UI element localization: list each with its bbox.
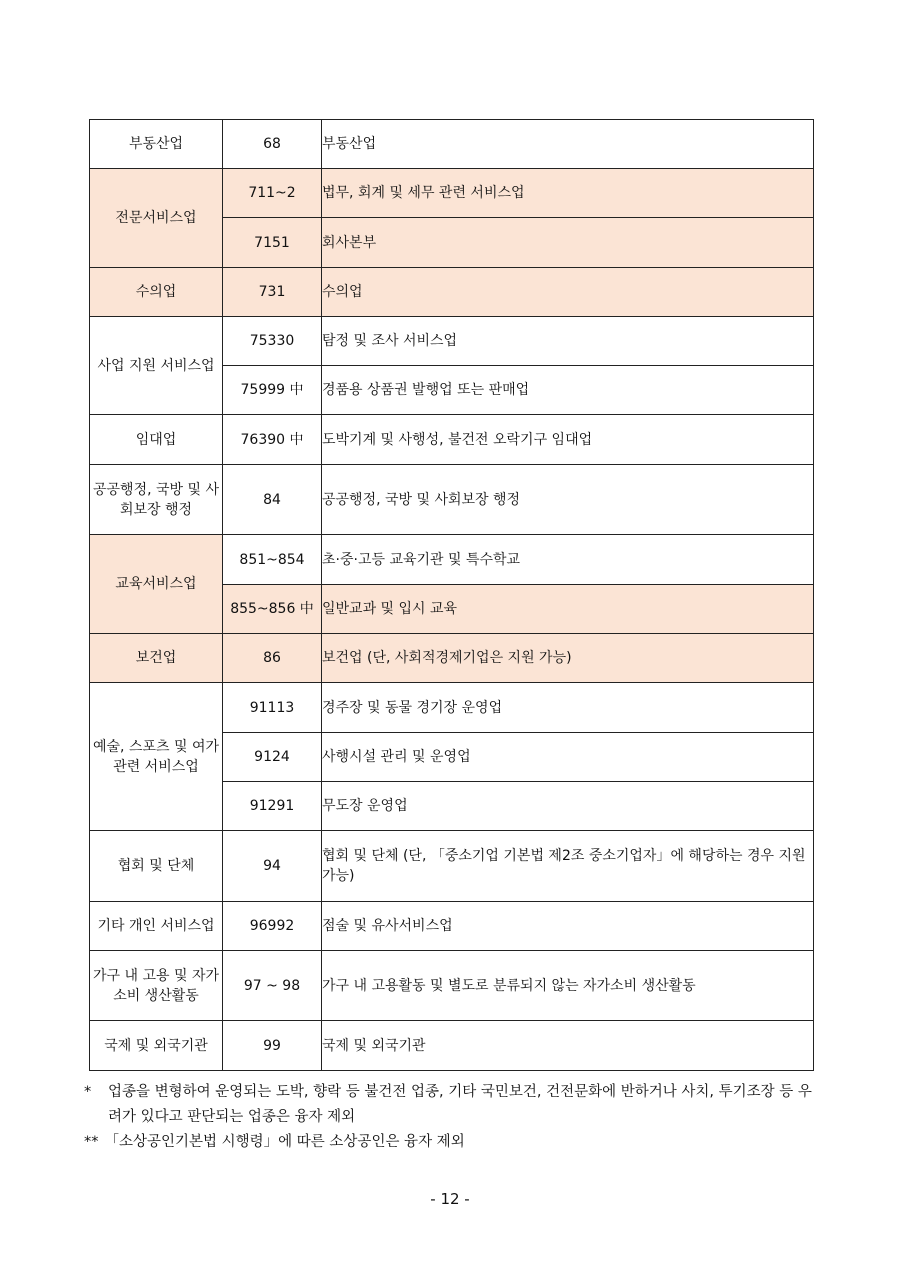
footnote: [84, 1080, 824, 1130]
code-cell: 711~2: [223, 169, 322, 218]
category-cell: 사업 지원 서비스업: [90, 317, 223, 415]
table-row: [90, 169, 814, 218]
table-row: [90, 120, 814, 169]
code-cell: 9124: [223, 733, 322, 782]
category-cell: 공공행정, 국방 및 사회보장 행정: [90, 465, 223, 535]
code-cell: 75999 中: [223, 366, 322, 415]
code-cell: 99: [223, 1021, 322, 1071]
description-cell: 보건업 (단, 사회적경제기업은 지원 가능): [322, 634, 814, 683]
footnote: [84, 1130, 824, 1155]
description-cell: 수의업: [322, 268, 814, 317]
code-cell: 94: [223, 831, 322, 902]
category-cell: 보건업: [90, 634, 223, 683]
table-row: [90, 465, 814, 535]
code-cell: 68: [223, 120, 322, 169]
description-cell: 일반교과 및 입시 교육: [322, 585, 814, 634]
code-cell: 855~856 中: [223, 585, 322, 634]
category-cell: 기타 개인 서비스업: [90, 902, 223, 951]
table-row: [90, 1021, 814, 1071]
code-cell: 7151: [223, 218, 322, 268]
code-cell: 97 ~ 98: [223, 951, 322, 1021]
code-cell: 84: [223, 465, 322, 535]
code-cell: 96992: [223, 902, 322, 951]
description-cell: 가구 내 고용활동 및 별도로 분류되지 않는 자가소비 생산활동: [322, 951, 814, 1021]
code-cell: 75330: [223, 317, 322, 366]
category-cell: 예술, 스포츠 및 여가관련 서비스업: [90, 683, 223, 831]
table-row: [90, 317, 814, 366]
category-cell: 전문서비스업: [90, 169, 223, 268]
footnote-mark: *: [84, 1084, 92, 1100]
code-cell: 731: [223, 268, 322, 317]
code-cell: 76390 中: [223, 415, 322, 465]
description-cell: 국제 및 외국기관: [322, 1021, 814, 1071]
table-row: [90, 902, 814, 951]
category-cell: 부동산업: [90, 120, 223, 169]
description-cell: 초·중·고등 교육기관 및 특수학교: [322, 535, 814, 585]
table-row: [90, 831, 814, 902]
description-cell: 회사본부: [322, 218, 814, 268]
category-cell: 협회 및 단체: [90, 831, 223, 902]
description-cell: 점술 및 유사서비스업: [322, 902, 814, 951]
description-cell: 공공행정, 국방 및 사회보장 행정: [322, 465, 814, 535]
description-cell: 부동산업: [322, 120, 814, 169]
footnotes: [84, 1080, 824, 1155]
footnote-mark: **: [84, 1134, 99, 1150]
category-cell: 가구 내 고용 및 자가소비 생산활동: [90, 951, 223, 1021]
description-cell: 법무, 회계 및 세무 관련 서비스업: [322, 169, 814, 218]
table-row: [90, 951, 814, 1021]
description-cell: 사행시설 관리 및 운영업: [322, 733, 814, 782]
table-row: [90, 535, 814, 585]
description-cell: 탐정 및 조사 서비스업: [322, 317, 814, 366]
code-cell: 91291: [223, 782, 322, 831]
code-cell: 91113: [223, 683, 322, 733]
industry-exclusion-table: [89, 119, 814, 1071]
table-row: [90, 415, 814, 465]
code-cell: 86: [223, 634, 322, 683]
footnote-text: 「소상공인기본법 시행령」에 따른 소상공인은 융자 제외: [104, 1134, 465, 1150]
table-row: [90, 268, 814, 317]
description-cell: 무도장 운영업: [322, 782, 814, 831]
description-cell: 협회 및 단체 (단, 「중소기업 기본법 제2조 중소기업자」에 해당하는 경우 지원가능): [322, 831, 814, 902]
category-cell: 임대업: [90, 415, 223, 465]
table-row: [90, 634, 814, 683]
category-cell: 국제 및 외국기관: [90, 1021, 223, 1071]
description-cell: 도박기계 및 사행성, 불건전 오락기구 임대업: [322, 415, 814, 465]
code-cell: 851~854: [223, 535, 322, 585]
category-cell: 수의업: [90, 268, 223, 317]
category-cell: 교육서비스업: [90, 535, 223, 634]
description-cell: 경품용 상품권 발행업 또는 판매업: [322, 366, 814, 415]
footnote-text: 업종을 변형하여 운영되는 도박, 향락 등 불건전 업종, 기타 국민보건, 건전문화에 반하거나 사치, 투기조장 등 우려가 있다고 판단되는 업종은 융자 제외: [108, 1084, 812, 1125]
page-number: - 12 -: [430, 1190, 470, 1208]
table-row: [90, 683, 814, 733]
description-cell: 경주장 및 동물 경기장 운영업: [322, 683, 814, 733]
